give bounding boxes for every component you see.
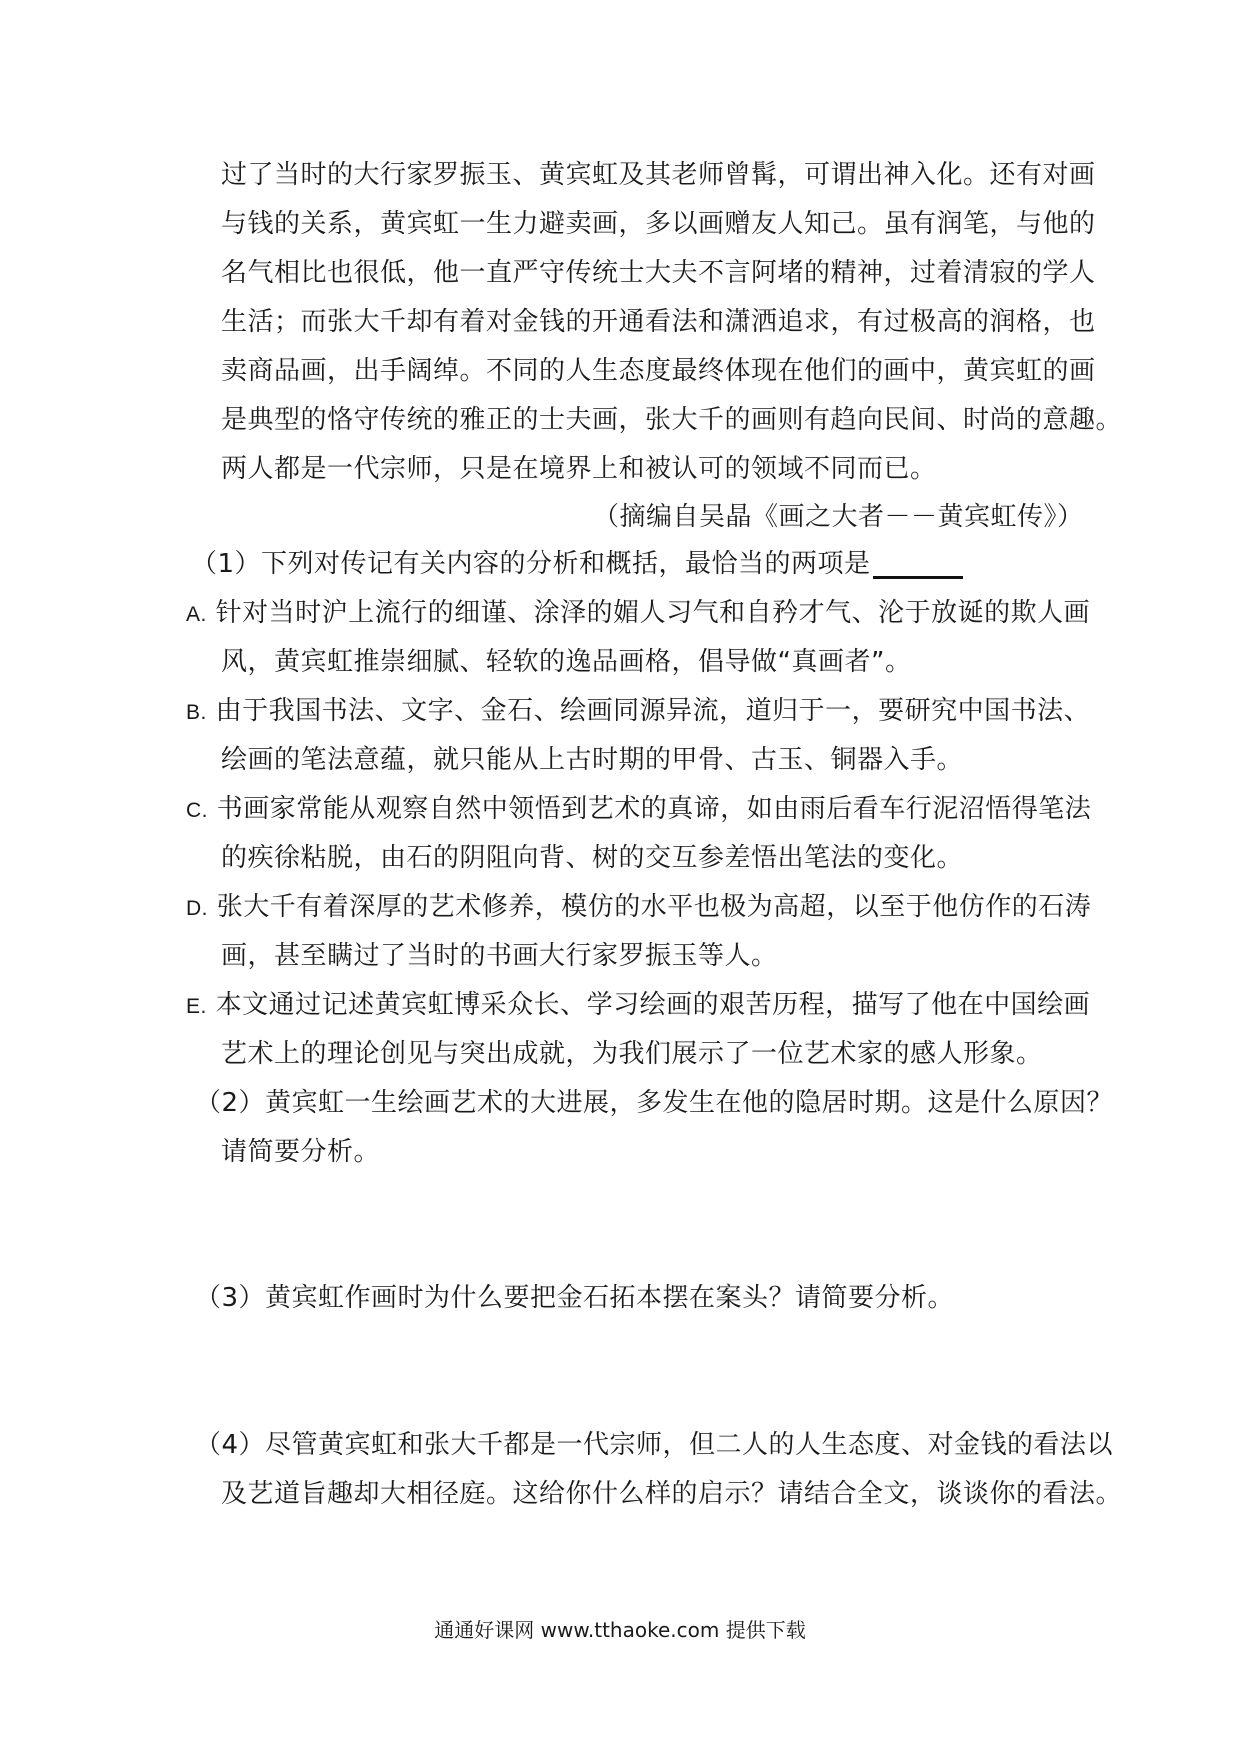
option-letter: E. <box>186 995 207 1018</box>
option-e-line-1 <box>186 990 1090 1022</box>
question-4-line-1: （4）尽管黄宾虹和张大千都是一代宗师，但二人的人生态度、对金钱的看法以 <box>195 1430 1114 1460</box>
passage-source: （摘编自吴晶《画之大者－－黄宾虹传》） <box>593 502 1084 532</box>
option-letter: A. <box>186 603 207 626</box>
passage-line: 与钱的关系，黄宾虹一生力避卖画，多以画赠友人知己。虽有润笔，与他的 <box>221 209 1096 239</box>
question-1-stem <box>191 549 963 579</box>
option-letter: D. <box>186 897 208 920</box>
passage-line: 是典型的恪守传统的雅正的士夫画，张大千的画则有趋向民间、时尚的意趣。 <box>221 405 1123 435</box>
passage-line: 名气相比也很低，他一直严守传统士大夫不言阿堵的精神，过着清寂的学人 <box>221 258 1096 288</box>
option-letter: C. <box>186 799 208 822</box>
option-c-line-1 <box>186 794 1091 826</box>
option-letter: B. <box>186 701 207 724</box>
passage-line: 过了当时的大行家罗振玉、黄宾虹及其老师曾髯，可谓出神入化。还有对画 <box>221 160 1096 190</box>
passage-line: 生活；而张大千却有着对金钱的开通看法和潇洒追求，有过极高的润格，也 <box>221 307 1096 337</box>
question-2-line-2: 请简要分析。 <box>221 1137 381 1167</box>
passage-line: 卖商品画，出手阔绰。不同的人生态度最终体现在他们的画中，黄宾虹的画 <box>221 356 1096 386</box>
answer-blank[interactable] <box>873 554 963 579</box>
question-2-line-1: （2）黄宾虹一生绘画艺术的大进展，多发生在他的隐居时期。这是什么原因？ <box>195 1088 1114 1118</box>
option-text: 本文通过记述黄宾虹博采众长、学习绘画的艰苦历程，描写了他在中国绘画 <box>215 990 1091 1020</box>
option-text: 针对当时沪上流行的细谨、涂泽的媚人习气和自矜才气、沦于放诞的欺人画 <box>215 598 1091 628</box>
option-text: 书画家常能从观察自然中领悟到艺术的真谛，如由雨后看车行泥沼悟得笔法 <box>216 794 1092 824</box>
question-3-line-1: （3）黄宾虹作画时为什么要把金石拓本摆在案头？请简要分析。 <box>195 1283 955 1313</box>
option-e-line-2: 艺术上的理论创见与突出成就，为我们展示了一位艺术家的感人形象。 <box>221 1039 1043 1069</box>
option-a-line-1 <box>186 598 1090 630</box>
question-1-stem-text: （1）下列对传记有关内容的分析和概括，最恰当的两项是 <box>191 549 871 579</box>
question-4-line-2: 及艺道旨趣却大相径庭。这给你什么样的启示？请结合全文，谈谈你的看法。 <box>221 1479 1123 1509</box>
page-footer: 通通好课网 www.tthaoke.com 提供下载 <box>434 1618 806 1642</box>
option-d-line-2: 画，甚至瞒过了当时的书画大行家罗振玉等人。 <box>221 941 778 971</box>
option-b-line-1 <box>186 696 1090 728</box>
option-a-line-2: 风，黄宾虹推崇细腻、轻软的逸品画格，倡导做“真画者”。 <box>221 647 912 677</box>
option-d-line-1 <box>186 892 1091 924</box>
option-c-line-2: 的疾徐粘脱，由石的阴阻向背、树的交互参差悟出笔法的变化。 <box>221 843 964 873</box>
option-text: 由于我国书法、文字、金石、绘画同源异流，道归于一，要研究中国书法、 <box>215 696 1091 726</box>
option-text: 张大千有着深厚的艺术修养，模仿的水平也极为高超，以至于他仿作的石涛 <box>216 892 1092 922</box>
passage-line: 两人都是一代宗师，只是在境界上和被认可的领域不同而已。 <box>221 454 937 484</box>
option-b-line-2: 绘画的笔法意蕴，就只能从上古时期的甲骨、古玉、铜器入手。 <box>221 745 964 775</box>
